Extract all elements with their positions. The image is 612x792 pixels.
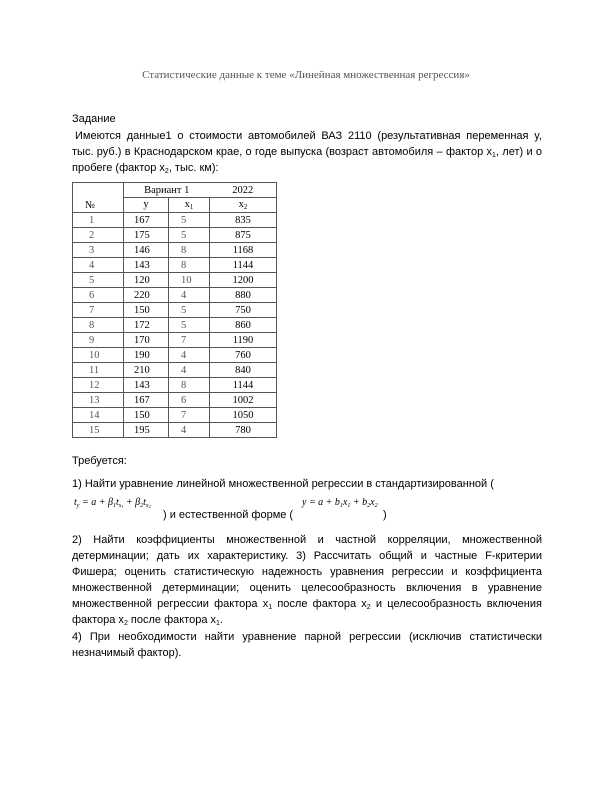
requirement-1-natural-text: ) и естественной форме ( — [163, 509, 294, 521]
row-number-cell: 3 — [73, 243, 124, 258]
row-number-cell: 6 — [73, 288, 124, 303]
req2-text-5: . — [219, 614, 223, 626]
req2-text-4: после фактора x — [127, 614, 216, 626]
num-header — [73, 183, 124, 213]
y-value-cell: 146 — [124, 243, 169, 258]
x2-value-cell: 1002 — [210, 393, 277, 408]
x2-value-cell: 1144 — [210, 378, 277, 393]
x1-value-cell: 4 — [169, 348, 210, 363]
x2-value-cell: 840 — [210, 363, 277, 378]
row-number-cell: 8 — [73, 318, 124, 333]
y-value-cell: 150 — [124, 303, 169, 318]
y-value-cell: 150 — [124, 408, 169, 423]
intro-text-1: Имеются данные1 о стоимости автомобилей ВАЗ 2110 (результативная переменная y, тыс. руб.) в Краснодарском крае, о годе выпуска (возраст автомобиля – фактор x — [72, 130, 542, 158]
req2-sub-1: 1 — [268, 604, 273, 611]
x2-value-cell: 760 — [210, 348, 277, 363]
x1-value-cell: 5 — [169, 303, 210, 318]
document-title: Статистические данные к теме «Линейная множественная регрессия» — [142, 69, 470, 81]
y-value-cell: 195 — [124, 423, 169, 438]
col-x2-label: x — [238, 199, 244, 210]
req2-sub-4: 1 — [216, 620, 220, 627]
x2-value-cell: 780 — [210, 423, 277, 438]
table-row — [73, 258, 277, 273]
table-header-row-1 — [73, 183, 277, 198]
requirement-1-close-paren: ) — [383, 509, 387, 521]
y-value-cell: 167 — [124, 393, 169, 408]
svg-text:ty = a + β1tx1 + β2tx2: $t_y = a + \beta_1t_x1 + \beta_2t_x2$ — [74, 497, 151, 509]
table-row — [73, 288, 277, 303]
intro-text-2: , лет) и о пробеге (фактор x — [72, 146, 543, 174]
x2-value-cell: 1200 — [210, 273, 277, 288]
table-row — [73, 408, 277, 423]
row-number-cell: 12 — [73, 378, 124, 393]
num-header-text: № — [85, 200, 96, 211]
requirement-2-3-paragraph — [72, 532, 542, 628]
table-row — [73, 363, 277, 378]
formula-natural — [300, 495, 410, 509]
svg-text:y = a + b1x1 + b2x2: $y = a + b_1x_1 + b_2x_2$ — [302, 497, 378, 509]
table-row — [73, 378, 277, 393]
x2-value-cell: 1144 — [210, 258, 277, 273]
x2-value-cell: 1168 — [210, 243, 277, 258]
row-number-cell: 5 — [73, 273, 124, 288]
variant-label: Вариант 1 — [144, 184, 190, 196]
table-row — [73, 348, 277, 363]
x2-value-cell: 860 — [210, 318, 277, 333]
requirements-label: Требуется: — [72, 455, 127, 467]
y-value-cell: 143 — [124, 258, 169, 273]
y-value-cell: 167 — [124, 213, 169, 228]
x1-value-cell: 7 — [169, 333, 210, 348]
x1-value-cell: 4 — [169, 423, 210, 438]
row-number-cell: 10 — [73, 348, 124, 363]
y-value-cell: 120 — [124, 273, 169, 288]
table-row — [73, 303, 277, 318]
task-label: Задание — [72, 113, 116, 125]
x1-value-cell: 6 — [169, 393, 210, 408]
x1-value-cell: 5 — [169, 213, 210, 228]
col-x1-label: x — [184, 199, 190, 210]
x2-value-cell: 835 — [210, 213, 277, 228]
req2-sub-3: 2 — [123, 620, 128, 627]
col-y-header — [124, 198, 169, 213]
intro-paragraph — [72, 128, 542, 176]
x2-value-cell: 1050 — [210, 408, 277, 423]
row-number-cell: 13 — [73, 393, 124, 408]
req2-text-1: 2) Найти коэффициенты множественной и частной корреляции, множественной детерминации; дать их характеристику. 3) Рассчитать общий и частные F-критерии Фишера; оценить статистическую надежность уравнения регрессии и коэффициента множественной детерминации; оценить целесообразность включения в уравнение множественной регрессии фактора x — [72, 534, 542, 610]
y-value-cell: 210 — [124, 363, 169, 378]
table-row — [73, 333, 277, 348]
x2-value-cell: 880 — [210, 288, 277, 303]
requirement-4-paragraph: 4) При необходимости найти уравнение парной регрессии (исключив статистически незначимый фактор). — [72, 631, 542, 659]
x2-value-cell: 1190 — [210, 333, 277, 348]
col-x1-sub: 1 — [189, 203, 194, 211]
data-table — [72, 182, 277, 438]
row-number-cell: 1 — [73, 213, 124, 228]
year-header — [210, 183, 277, 198]
year-label: 2022 — [232, 184, 254, 196]
req2-text-3: и целесообразность включения фактора x — [72, 598, 542, 626]
x1-value-cell: 7 — [169, 408, 210, 423]
col-x2-header — [210, 198, 277, 213]
table-row — [73, 318, 277, 333]
y-value-cell: 170 — [124, 333, 169, 348]
x1-value-cell: 8 — [169, 258, 210, 273]
y-value-cell: 172 — [124, 318, 169, 333]
y-value-cell: 143 — [124, 378, 169, 393]
y-value-cell: 220 — [124, 288, 169, 303]
x1-value-cell: 5 — [169, 228, 210, 243]
req2-sub-2: 2 — [366, 604, 371, 611]
col-y-label: y — [143, 199, 149, 210]
table-row — [73, 393, 277, 408]
row-number-cell: 7 — [73, 303, 124, 318]
x1-value-cell: 4 — [169, 363, 210, 378]
table-row — [73, 228, 277, 243]
x1-value-cell: 10 — [169, 273, 210, 288]
x1-value-cell: 5 — [169, 318, 210, 333]
req2-text-2: после фактора x — [272, 598, 367, 610]
table-row — [73, 423, 277, 438]
table-row — [73, 273, 277, 288]
intro-sub-2: 2 — [164, 168, 169, 175]
col-x2-sub: 2 — [243, 203, 248, 211]
x1-value-cell: 8 — [169, 243, 210, 258]
table-row — [73, 243, 277, 258]
requirement-1-text: 1) Найти уравнение линейной множественной регрессии в стандартизированной ( — [72, 478, 494, 490]
x1-value-cell: 8 — [169, 378, 210, 393]
col-x1-header — [169, 198, 210, 213]
row-number-cell: 14 — [73, 408, 124, 423]
row-number-cell: 4 — [73, 258, 124, 273]
intro-text-3: , тыс. км): — [168, 162, 219, 174]
row-number-cell: 15 — [73, 423, 124, 438]
x1-value-cell: 4 — [169, 288, 210, 303]
row-number-cell: 2 — [73, 228, 124, 243]
row-number-cell: 11 — [73, 363, 124, 378]
row-number-cell: 9 — [73, 333, 124, 348]
y-value-cell: 175 — [124, 228, 169, 243]
y-value-cell: 190 — [124, 348, 169, 363]
table-row — [73, 213, 277, 228]
x2-value-cell: 750 — [210, 303, 277, 318]
intro-sub-1: 1 — [492, 152, 496, 159]
formula-standardized — [72, 495, 162, 509]
variant-header — [124, 183, 210, 198]
x2-value-cell: 875 — [210, 228, 277, 243]
